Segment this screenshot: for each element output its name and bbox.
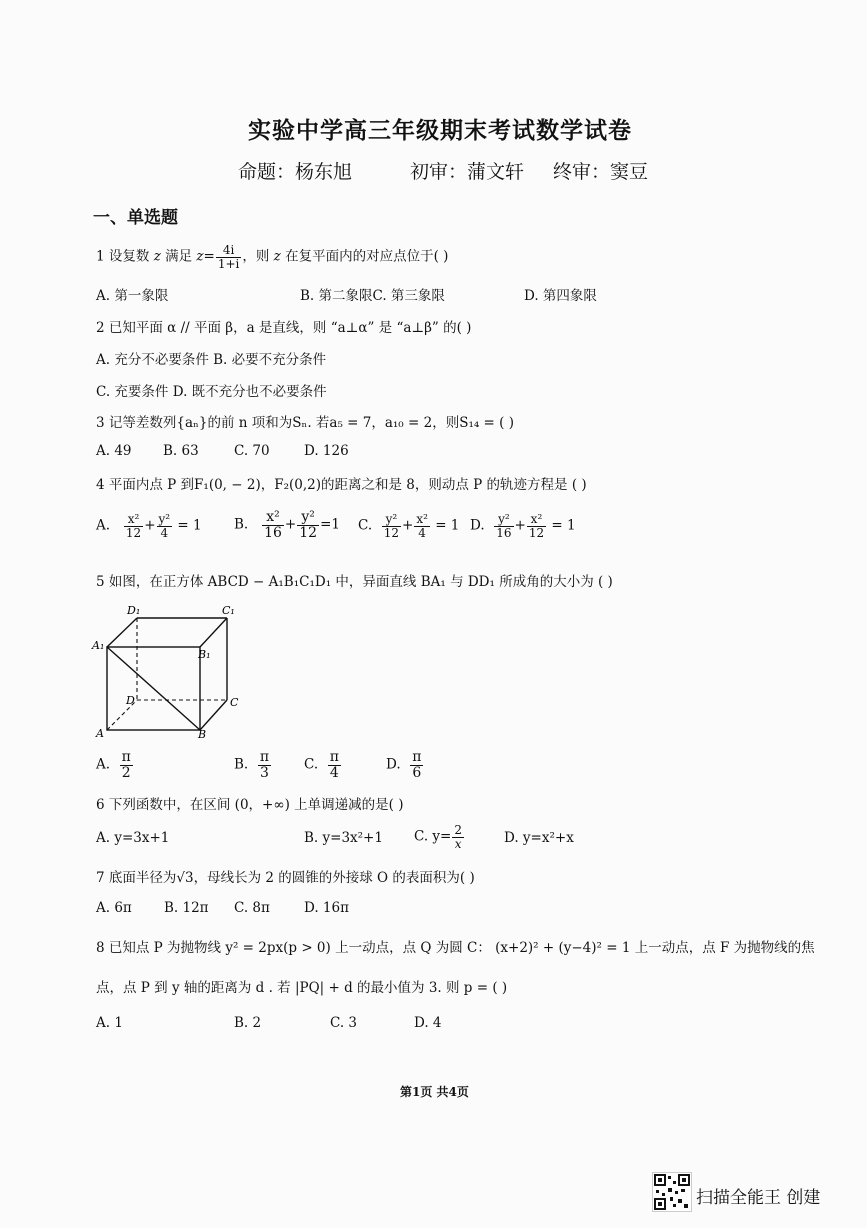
q3-option-d: D. 126 bbox=[304, 443, 349, 459]
author-line: 命题：杨东旭 bbox=[238, 161, 353, 183]
q5-option-c: C. $\frac{\pi}{4}$ bbox=[304, 749, 339, 781]
q4-option-b: B. $\frac{\text{x²}}{16}$ + $\frac{\text{y²}}{12}$ =1 bbox=[234, 509, 340, 541]
q6-option-b: B. y=3x²+1 bbox=[304, 830, 383, 846]
q1-pre: 1 设复数 bbox=[96, 248, 150, 265]
q1-option-bc: B. 第二象限C. 第三象限 bbox=[300, 288, 445, 304]
reviewer-final: 终审：窦豆 bbox=[553, 161, 649, 183]
label-d: D bbox=[126, 694, 135, 707]
q7-option-d: D. 16π bbox=[304, 900, 349, 916]
question-6: 6 下列函数中，在区间 (0，+∞) 上单调递减的是( ) bbox=[96, 797, 404, 813]
q7-option-b: B. 12π bbox=[164, 900, 209, 916]
reviewer-first: 初审：蒲文轩 bbox=[410, 161, 525, 183]
q6-option-a: A. y=3x+1 bbox=[96, 830, 170, 846]
question-5: 5 如图，在正方体 ABCD − A₁B₁C₁D₁ 中，异面直线 BA₁ 与 DD₁ 所成角的大小为 ( ) bbox=[96, 574, 613, 590]
question-1: 1 设复数 z 满足 z= $\frac{4i}{1+i}$ ，则 z 在复平面内的对应点位于( ) bbox=[96, 243, 449, 271]
label-b: B bbox=[198, 728, 207, 741]
question-3: 3 记等差数列{aₙ}的前 n 项和为Sₙ. 若a₅ = 7，a₁₀ = 2，则S₁₄ = ( ) bbox=[96, 415, 514, 431]
scanner-watermark: 扫描全能王 创建 bbox=[696, 1188, 821, 1208]
q8-option-b: B. 2 bbox=[234, 1015, 262, 1031]
q2-options-ab: A. 充分不必要条件 B. 必要不充分条件 bbox=[96, 352, 327, 368]
exam-title: 实验中学高三年级期末考试数学试卷 bbox=[248, 117, 632, 144]
question-8-line2: 点，点 P 到 y 轴的距离为 d . 若 |PQ| + d 的最小值为 3. 则 p = ( ) bbox=[96, 980, 508, 996]
q1-fraction: $\frac{4i}{1+i}$ bbox=[217, 243, 240, 271]
label-c: C bbox=[230, 696, 239, 709]
page-number: 第1页 共4页 bbox=[400, 1085, 469, 1099]
label-a: A bbox=[96, 727, 104, 740]
q6-option-d: D. y=x²+x bbox=[504, 830, 574, 846]
q3-option-a: A. 49 bbox=[96, 443, 132, 459]
q6-option-c: C. y= $\frac{2}{x}$ bbox=[414, 823, 463, 851]
q5-option-a: A. $\frac{\pi}{2}$ bbox=[96, 749, 131, 781]
q1-end: 在复平面内的对应点位于( ) bbox=[285, 248, 449, 265]
q1-option-a: A. 第一象限 bbox=[96, 288, 169, 304]
qr-code-icon bbox=[652, 1172, 692, 1212]
q1-option-d: D. 第四象限 bbox=[524, 288, 597, 304]
label-c1: C₁ bbox=[222, 604, 235, 617]
q8-option-d: D. 4 bbox=[414, 1015, 442, 1031]
q8-option-a: A. 1 bbox=[96, 1015, 123, 1031]
q2-options-cd: C. 充要条件 D. 既不充分也不必要条件 bbox=[96, 384, 327, 400]
question-4: 4 平面内点 P 到F₁(0, − 2)，F₂(0,2)的距离之和是 8，则动点 P 的轨迹方程是 ( ) bbox=[96, 477, 587, 493]
q7-option-a: A. 6π bbox=[96, 900, 132, 916]
q7-option-c: C. 8π bbox=[234, 900, 270, 916]
q1-post: ，则 bbox=[242, 248, 270, 265]
question-8-line1: 8 已知点 P 为抛物线 y² = 2px(p > 0) 上一动点，点 Q 为圆 C： (x+2)² + (y−4)² = 1 上一动点，点 F 为抛物线的焦 bbox=[96, 940, 815, 956]
q1-mid: 满足 bbox=[165, 248, 193, 265]
q4-option-a: A. $\frac{\text{x²}}{12}$ + $\frac{\text{y²}}{4}$ = 1 bbox=[96, 512, 202, 540]
q8-option-c: C. 3 bbox=[330, 1015, 358, 1031]
q5-option-b: B. $\frac{\pi}{3}$ bbox=[234, 749, 270, 781]
question-2: 2 已知平面 α // 平面 β，a 是直线，则 “a⊥α” 是 “a⊥β” 的( ) bbox=[96, 320, 472, 336]
segment-ba1 bbox=[107, 647, 200, 730]
q4-option-c: C. $\frac{\text{y²}}{12}$ + $\frac{\text{x²}}{4}$ = 1 bbox=[358, 512, 460, 540]
q5-option-d: D. $\frac{\pi}{6}$ bbox=[386, 749, 422, 781]
question-7: 7 底面半径为√3，母线长为 2 的圆锥的外接球 O 的表面积为( ) bbox=[96, 870, 475, 886]
label-a1: A₁ bbox=[92, 639, 105, 652]
q3-option-b: B. 63 bbox=[163, 443, 199, 459]
label-d1: D₁ bbox=[127, 604, 141, 617]
q4-option-d: D. $\frac{\text{y²}}{16}$ + $\frac{\text{x²}}{12}$ = 1 bbox=[470, 512, 576, 540]
q3-option-c: C. 70 bbox=[234, 443, 270, 459]
cube-figure bbox=[90, 600, 250, 745]
label-b1: B₁ bbox=[198, 648, 211, 661]
section-title: 一、单选题 bbox=[93, 208, 178, 228]
